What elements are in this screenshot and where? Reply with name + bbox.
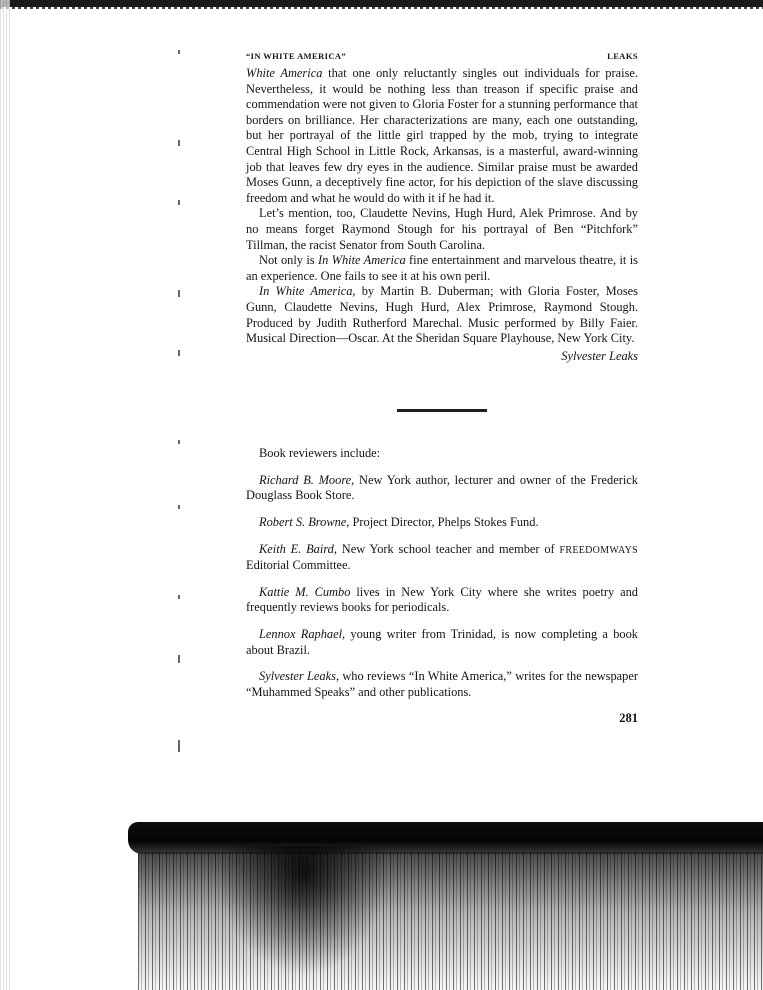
- scan-top-edge: [0, 0, 763, 7]
- text-run: Not only is: [259, 253, 318, 268]
- review-paragraph-3: [246, 253, 638, 284]
- page-number: 281: [619, 711, 638, 726]
- reviewer-entry: [246, 473, 638, 504]
- italic-title: In White America,: [259, 284, 356, 299]
- reviewers-intro: Book reviewers include:: [259, 446, 381, 461]
- reviewer-name: Richard B. Moore,: [259, 472, 355, 487]
- reviewer-entry: [246, 627, 638, 658]
- reviewer-description: who reviews “In White America,” writes for the newspaper “Muhammed Speaks” and other publications.: [246, 669, 638, 699]
- text-run: fine entertainment and marvelous theatre, it is an experience. One fails to see it at his own peril.: [246, 253, 639, 283]
- reviewer-entry: [246, 669, 638, 700]
- reviewer-entry: [246, 542, 638, 574]
- page-content: [246, 46, 638, 727]
- scan-left-edge: [0, 0, 10, 990]
- reviewers-section: [246, 446, 638, 700]
- reviewer-description: lives in New York City where she writes poetry and frequently reviews books for periodicals.: [246, 584, 639, 615]
- reviewer-name: Lennox Raphael,: [259, 627, 346, 642]
- reviewers-list: [246, 473, 638, 701]
- reviewer-description-end: Editorial Committee.: [246, 558, 351, 573]
- scan-shadow: [128, 816, 763, 990]
- reviewer-description: young writer from Trinidad, is now completing a book about Brazil.: [246, 627, 638, 657]
- italic-title: In White America: [317, 253, 406, 268]
- reviewer-name: Sylvester Leaks,: [259, 669, 340, 684]
- running-head-title: “IN WHITE AMERICA”: [246, 51, 347, 61]
- text-run: that one only reluctantly singles out individuals for praise. Nevertheless, it would be nothing less than treason if specific praise and commendation were not given to Gloria Foster for a stunning performance that borders on brilliance. Her characterizations are many, each one outstanding, but her portrayal of the little girl trapped by the mob, trying to integrate Central High School in Little Rock, Arkansas, is a masterful, award-winning job that leaves few dry eyes in the audience. Similar praise must be awarded Moses Gunn, a deceptively fine actor, for his depiction of the slave discussing freedom and what he would do with it if he had it.: [246, 66, 638, 205]
- reviewer-description: New York school teacher and member of: [336, 541, 560, 556]
- reviewer-name: Robert S. Browne,: [259, 515, 350, 530]
- reviewer-description: New York author, lecturer and owner of the Frederick Douglass Book Store.: [246, 472, 638, 503]
- review-body: [246, 66, 638, 364]
- journal-name: FREEDOMWAYS: [559, 544, 638, 556]
- section-divider: [397, 409, 487, 412]
- reviewer-entry: [246, 515, 638, 531]
- reviewer-name: Kattie M. Cumbo: [259, 584, 351, 599]
- review-signature: Sylvester Leaks: [561, 348, 638, 363]
- text-run: by Martin B. Duberman; with Gloria Foster, Moses Gunn, Claudette Nevins, Hugh Hurd, Alex Primrose, Raymond Stough. Produced by Judith Rutherford Marechal. Music performed by Billy Faier. Musical Direction—Oscar. At the Sheridan Square Playhouse, New York City.: [246, 284, 638, 346]
- running-head-author: LEAKS: [607, 51, 638, 61]
- review-paragraph-2: Let’s mention, too, Claudette Nevins, Hugh Hurd, Alek Primrose. And by no means forget Raymond Stough for his portrayal of Ben “Pitchfork” Tillman, the racist Senator from South Carolina.: [246, 206, 638, 252]
- running-head: [246, 46, 638, 66]
- reviewer-entry: [246, 585, 638, 616]
- reviewer-description: Project Director, Phelps Stokes Fund.: [349, 515, 539, 530]
- italic-title: White America: [246, 66, 323, 80]
- review-paragraph-4: [246, 284, 638, 346]
- reviewer-name: Keith E. Baird,: [259, 541, 337, 556]
- review-paragraph-1: [246, 66, 638, 206]
